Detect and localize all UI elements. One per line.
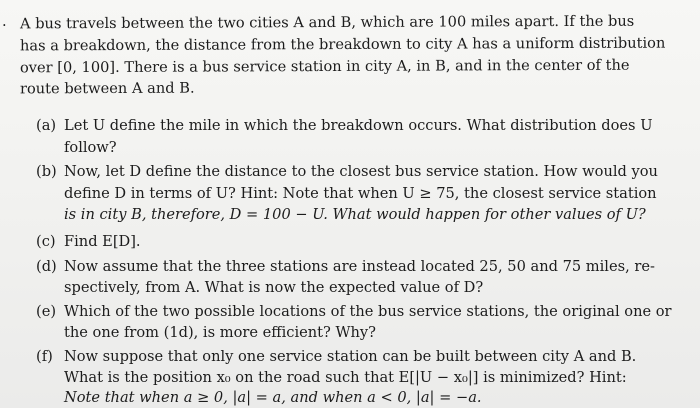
part-a-label: (a): [36, 117, 57, 134]
part-a-line-1: Let U define the mile in which the breakdown occurs. What distribution does U: [64, 117, 653, 134]
intro-line-1: A bus travels between the two cities A and B, which are 100 miles apart. If the bus: [19, 12, 635, 33]
part-c-line-1: Find E[D].: [64, 233, 141, 250]
part-d-line-2: spectively, from A. What is now the expected value of D?: [64, 279, 484, 296]
part-c-label: (c): [36, 233, 56, 250]
part-b-line-1: Now, let D define the distance to the closest bus service station. How would you: [64, 163, 658, 180]
part-e-label: (e): [36, 303, 57, 320]
part-f-label: (f): [36, 348, 53, 365]
part-b-line-2: define D in terms of U? Hint: Note that when U ≥ 75, the closest service station: [64, 185, 657, 202]
part-f-line-3: Note that when a ≥ 0, |a| = a, and when a < 0, |a| = −a.: [64, 389, 482, 406]
part-a-line-2: follow?: [64, 139, 117, 156]
part-d-label: (d): [36, 258, 57, 275]
intro-line-3: over [0, 100]. There is a bus service station in city A, in B, and in the center of the: [19, 56, 630, 77]
part-b-line-3: is in city B, therefore, D = 100 − U. What would happen for other values of U?: [64, 206, 646, 223]
problem-number: .: [2, 13, 7, 30]
part-d-line-1: Now assume that the three stations are instead located 25, 50 and 75 miles, re-: [64, 258, 655, 275]
part-f-line-2: What is the position x₀ on the road such that E[|U − x₀|] is minimized? Hint:: [64, 369, 627, 386]
intro-line-4: route between A and B.: [19, 79, 195, 98]
part-e-line-2: the one from (1d), is more efficient? Why?: [64, 324, 376, 341]
part-f-line-1: Now suppose that only one service station can be built between city A and B.: [64, 348, 637, 365]
intro-line-2: has a breakdown, the distance from the breakdown to city A has a uniform distribution: [19, 34, 666, 55]
part-e-line-1: Which of the two possible locations of the bus service stations, the original one or: [64, 303, 672, 320]
part-b-label: (b): [36, 163, 57, 180]
